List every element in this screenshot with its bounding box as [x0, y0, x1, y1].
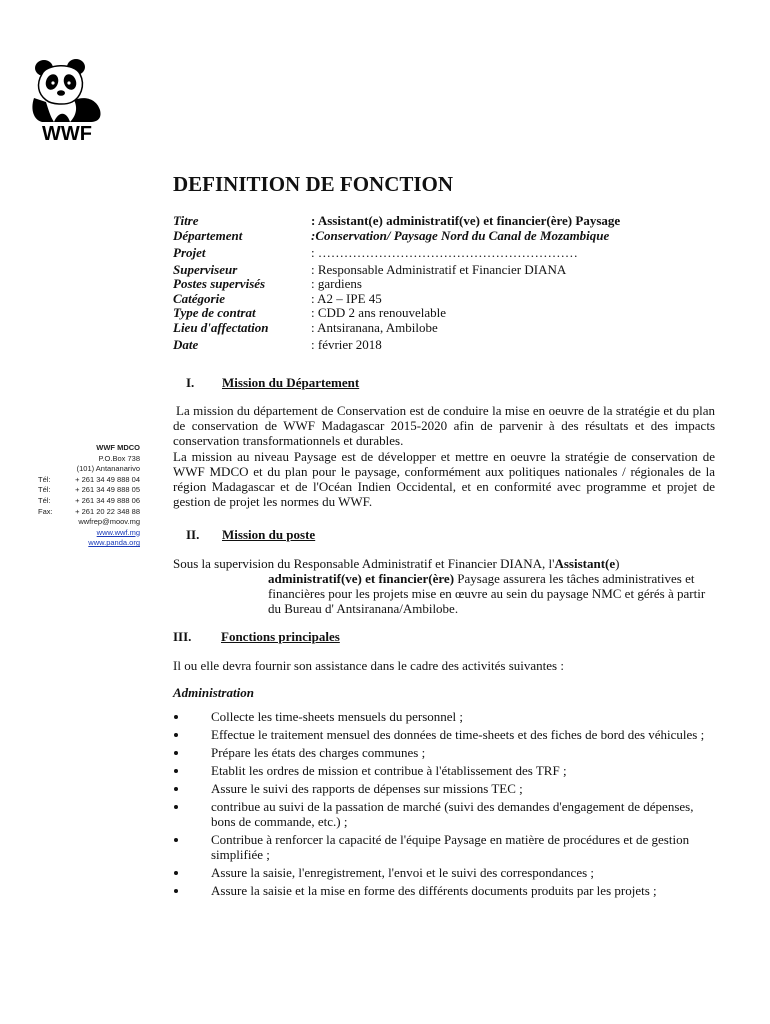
- list-item-text: Prépare les états des charges communes ;: [211, 745, 426, 760]
- section-heading: [186, 375, 359, 391]
- contact-phone-row: [20, 485, 140, 496]
- field-row: [173, 306, 743, 321]
- field-row: [173, 214, 743, 229]
- field-key: Type de contrat: [173, 305, 256, 320]
- field-key: Lieu d'affectation: [173, 319, 269, 335]
- field-row: [173, 229, 743, 244]
- list-item: [173, 709, 715, 724]
- contact-phone-label: Tél:: [38, 485, 51, 495]
- contact-phone-value: + 261 34 49 888 04: [75, 474, 140, 484]
- document-title: DEFINITION DE FONCTION: [173, 172, 454, 196]
- section-number: I.: [186, 375, 195, 390]
- website-link[interactable]: www.panda.org: [88, 538, 140, 548]
- field-key: Projet: [173, 245, 206, 260]
- list-item: [173, 727, 715, 742]
- section-number: III.: [173, 629, 192, 644]
- field-value: : Antsiranana, Ambilobe: [311, 319, 438, 335]
- mission-role: Assistant(e: [554, 556, 616, 571]
- contact-email: wwfrep@moov.mg: [78, 517, 140, 527]
- bullet-icon: [173, 865, 211, 880]
- field-value: : février 2018: [311, 337, 382, 352]
- section-label: Mission du poste: [222, 527, 316, 542]
- contact-fax-label: Fax:: [38, 506, 53, 516]
- list-item: [173, 799, 715, 829]
- list-item-text: Assure la saisie et la mise en forme des différents documents produits par les projets ;: [211, 883, 657, 898]
- section-heading: [173, 629, 340, 645]
- list-item-text: Contribue à renforcer la capacité de l'équipe Paysage en matière de procédures et de gestion simplifiée ;: [211, 832, 690, 862]
- contact-phone-value: + 261 34 49 888 06: [75, 495, 140, 505]
- bullet-icon: [173, 781, 211, 796]
- list-item-text: Collecte les time-sheets mensuels du personnel ;: [211, 709, 463, 724]
- field-key: Catégorie: [173, 290, 225, 306]
- mission-role: administratif(ve) et financier(ère): [268, 571, 455, 586]
- contact-fax-value: + 261 20 22 348 88: [75, 506, 140, 516]
- list-item: [173, 832, 715, 862]
- bullet-icon: [173, 832, 211, 862]
- field-key: Postes supervisés: [173, 276, 266, 291]
- bullet-icon: [173, 727, 211, 742]
- field-key: Département: [173, 227, 243, 243]
- contact-block: [20, 443, 140, 549]
- field-value: : gardiens: [311, 276, 362, 291]
- panda-icon: [30, 58, 102, 124]
- contact-phone-value: + 261 34 49 888 05: [75, 485, 140, 495]
- list-item-text: Assure la saisie, l'enregistrement, l'envoi et le suivi des correspondances ;: [211, 865, 595, 880]
- field-row: [173, 277, 743, 292]
- list-item-text: Assure le suivi des rapports de dépenses sur missions TEC ;: [211, 781, 523, 796]
- logo-text: WWF: [42, 123, 92, 145]
- field-row: [173, 338, 743, 353]
- list-item: [173, 763, 715, 778]
- field-value: : Responsable Administratif et Financier DIANA: [311, 261, 567, 277]
- contact-city: (101) Antananarivo: [76, 464, 140, 474]
- contact-phone-label: Tél:: [38, 474, 51, 484]
- mission-text: Sous la supervision du Responsable Administratif et Financier DIANA, l': [173, 556, 555, 571]
- paragraph: Il ou elle devra fournir son assistance dans le cadre des activités suivantes :: [173, 658, 564, 673]
- bullet-icon: [173, 709, 211, 724]
- list-item-text: Effectue le traitement mensuel des données de time-sheets et des fiches de bord des véhicules ;: [211, 727, 705, 742]
- paragraph: La mission au niveau Paysage est de développer et mettre en oeuvre la stratégie de conservation de WWF MDCO et du plan pour le paysage, conformément aux politiques nationales / régionales de la région Madagascar et de l'Océan Indien Occidental, et en conformité avec programme et projet de gestion de projet les normes du WWF.: [173, 449, 715, 509]
- list-item-text: contribue au suivi de la passation de marché (suivi des demandes d'engagement de dépenses, bons de commande, etc.) ;: [211, 799, 694, 829]
- list-item-text: Etablit les ordres de mission et contribue à l'établissement des TRF ;: [211, 763, 567, 778]
- field-value: : A2 – IPE 45: [311, 290, 382, 306]
- website-link[interactable]: www.wwf.mg: [96, 527, 140, 537]
- field-value: : Assistant(e) administratif(ve) et financier(ère) Paysage: [311, 213, 621, 228]
- wwf-logo: [30, 58, 102, 150]
- paragraph: La mission du département de Conservation est de conduire la mise en oeuvre de la stratégie et du plan de conservation de WWF Madagascar 2015-2020 afin de parvenir à des résultats et des impacts conservation transformationnels et durables.: [173, 403, 715, 448]
- bullet-list: [173, 709, 715, 901]
- list-item: [173, 865, 715, 880]
- section-label: Fonctions principales: [221, 629, 340, 644]
- bullet-icon: [173, 799, 211, 829]
- contact-phone-label: Tél:: [38, 495, 51, 505]
- contact-box: P.O.Box 738: [98, 453, 140, 463]
- field-row: [173, 263, 743, 278]
- section-heading: [186, 527, 315, 543]
- mission-continuation: [173, 571, 715, 616]
- contact-org: WWF MDCO: [96, 443, 140, 452]
- field-row: [173, 292, 743, 307]
- bullet-icon: [173, 763, 211, 778]
- contact-phone-row: [20, 496, 140, 507]
- bullet-icon: [173, 883, 211, 898]
- section-label: Mission du Département: [222, 375, 360, 390]
- field-value: :Conservation/ Paysage Nord du Canal de Mozambique: [311, 227, 610, 243]
- field-value: : ……………………………………………………: [311, 245, 578, 260]
- list-item: [173, 745, 715, 760]
- field-key: Date: [173, 337, 199, 352]
- mission-paragraph: [173, 556, 715, 616]
- list-item: [173, 781, 715, 796]
- field-key: Titre: [173, 213, 199, 228]
- section-number: II.: [186, 527, 200, 542]
- mission-text: ): [615, 556, 620, 571]
- mission-text: Paysage assurera les tâches administratives et financières pour les projets mise en œuvre au sein du paysage NMC et gérés à partir du Bureau d' Antsiranana/Ambilobe.: [268, 571, 706, 616]
- subsection-heading: Administration: [173, 685, 254, 700]
- field-row: [173, 246, 743, 261]
- list-item: [173, 883, 715, 898]
- contact-phone-row: [20, 475, 140, 486]
- contact-fax-row: [20, 507, 140, 518]
- bullet-icon: [173, 745, 211, 760]
- field-key: Superviseur: [173, 261, 238, 277]
- field-value: : CDD 2 ans renouvelable: [311, 305, 447, 320]
- field-row: [173, 321, 743, 336]
- job-fields: [173, 214, 743, 353]
